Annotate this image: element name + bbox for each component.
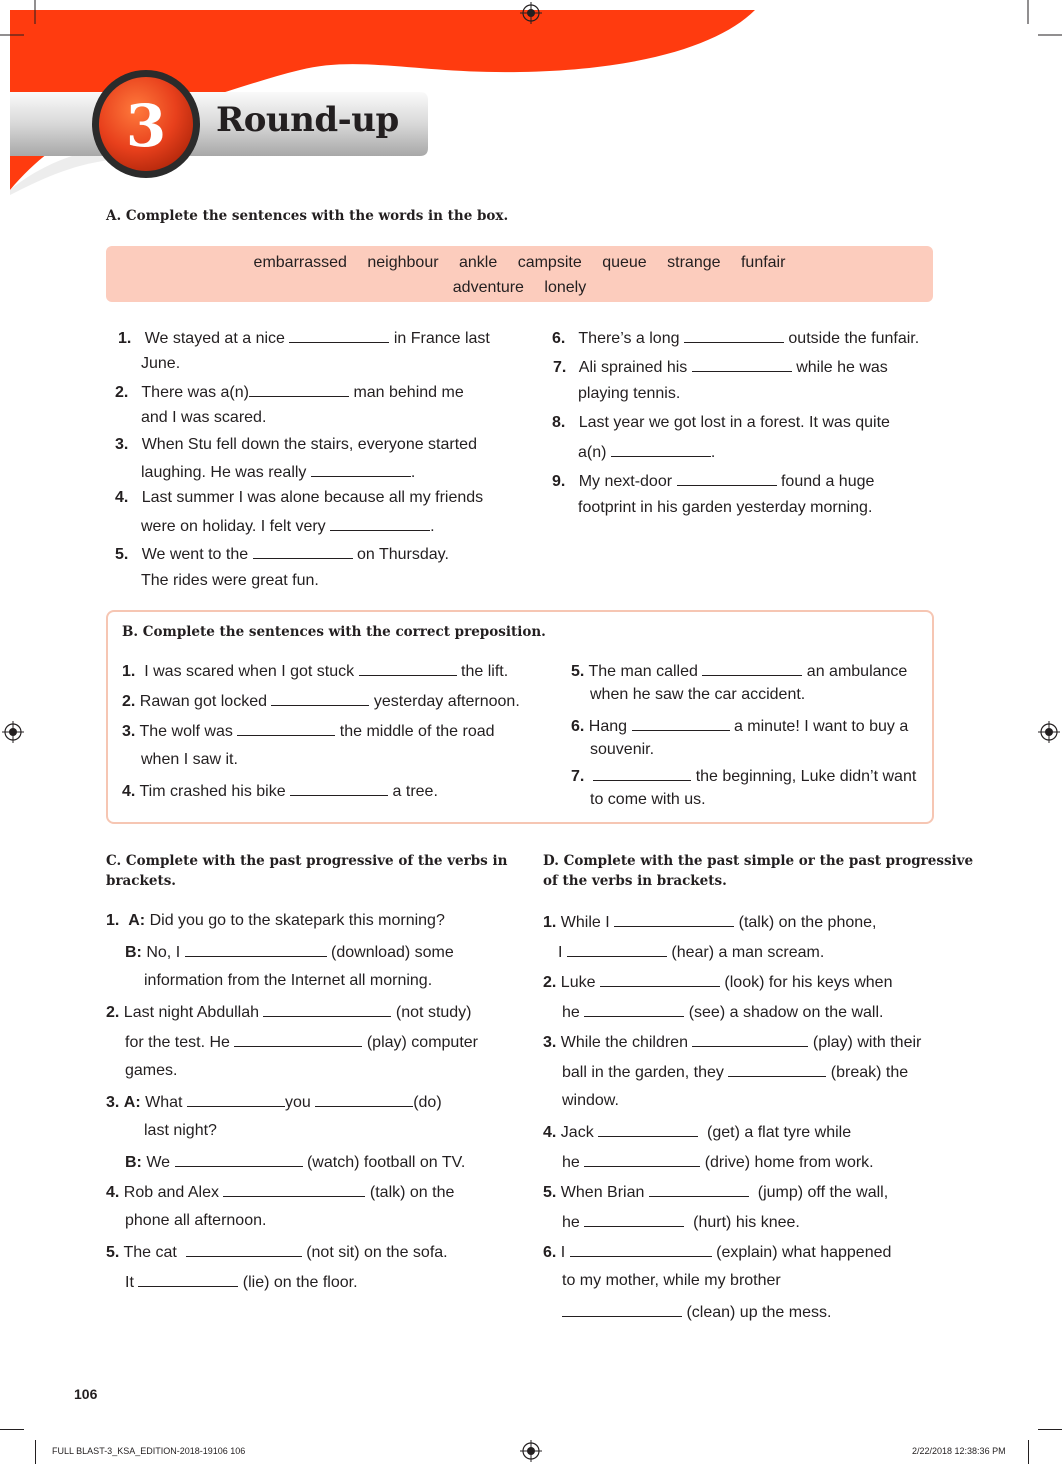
sentence-text: while he was — [796, 359, 888, 376]
sentence-text: found a huge — [780, 473, 875, 490]
exercise-d-5 — [543, 1182, 888, 1202]
page-number: 106 — [74, 1386, 98, 1402]
item-number: 2. — [106, 1004, 120, 1021]
exercise-b-3 — [122, 721, 495, 741]
answer-blank[interactable] — [702, 661, 802, 676]
sentence-text: in France last — [393, 330, 490, 347]
item-number: 5. — [106, 1244, 120, 1261]
exercise-c-4-cont: phone all afternoon. — [125, 1212, 267, 1229]
sentence-text: (play) computer — [366, 1034, 478, 1051]
answer-blank[interactable] — [600, 972, 720, 987]
item-number: 7. — [553, 359, 567, 376]
answer-blank[interactable] — [290, 781, 388, 796]
exercise-b-7-cont: to come with us. — [590, 791, 706, 808]
item-number: 2. — [115, 384, 129, 401]
crop-mark — [1038, 1429, 1062, 1430]
sentence-text: Ali sprained his — [578, 359, 688, 376]
registration-mark-icon — [520, 1440, 542, 1462]
exercise-c-5-cont — [125, 1272, 358, 1292]
sentence-text: (explain) what happened — [716, 1244, 892, 1261]
answer-blank[interactable] — [187, 1092, 285, 1107]
answer-blank[interactable] — [186, 1242, 302, 1257]
sentence-text: (drive) home from work. — [704, 1154, 874, 1171]
sentence-text: (clean) up the mess. — [686, 1304, 832, 1321]
sentence-text: We went to the — [141, 546, 249, 563]
sentence-text: The cat — [123, 1244, 177, 1261]
item-number: 4. — [115, 489, 129, 506]
item-number: 2. — [543, 974, 557, 991]
sentence-text: The wolf was — [139, 723, 233, 740]
exercise-a-1 — [118, 328, 490, 348]
item-number: 4. — [122, 783, 136, 800]
section-c-instruction: C. Complete with the past progressive of the verbs in — [106, 853, 508, 869]
crop-mark — [1028, 1440, 1029, 1464]
sentence-text: the lift. — [461, 663, 509, 680]
item-number: 2. — [122, 693, 136, 710]
exercise-c-3-cont: last night? — [144, 1122, 217, 1139]
exercise-c-1-reply — [125, 942, 454, 962]
sentence-text: (jump) off the wall, — [757, 1184, 889, 1201]
registration-mark-icon — [1038, 721, 1060, 743]
word-box-row-1 — [106, 254, 933, 272]
item-number: 6. — [552, 330, 566, 347]
answer-blank[interactable] — [584, 1152, 700, 1167]
sentence-text: Rawan got locked — [139, 693, 267, 710]
registration-mark-icon — [520, 2, 542, 24]
answer-blank[interactable] — [593, 766, 691, 781]
sentence-text: (not sit) on the sofa. — [306, 1244, 448, 1261]
exercise-d-4 — [543, 1122, 851, 1142]
word: strange — [667, 254, 721, 271]
item-number: 4. — [106, 1184, 120, 1201]
exercise-d-2-cont — [562, 1002, 883, 1022]
exercise-d-1 — [543, 912, 876, 932]
sentence-text: (do) — [413, 1094, 442, 1111]
sentence-text: We — [146, 1154, 171, 1171]
exercise-a-6 — [552, 328, 919, 348]
item-number: 3. — [115, 436, 129, 453]
sentence-text: (hear) a man scream. — [671, 944, 825, 961]
answer-blank[interactable] — [614, 912, 734, 927]
answer-blank[interactable] — [567, 942, 667, 957]
exercise-a-2-cont: and I was scared. — [141, 409, 267, 426]
speaker-label: A: — [123, 1094, 141, 1111]
item-number: 8. — [552, 414, 566, 431]
sentence-text: While the children — [560, 1034, 688, 1051]
sentence-text: . — [430, 518, 435, 535]
word: campsite — [517, 254, 582, 271]
answer-blank[interactable] — [584, 1212, 684, 1227]
item-number: 5. — [543, 1184, 557, 1201]
answer-blank[interactable] — [728, 1062, 826, 1077]
exercise-d-2 — [543, 972, 892, 992]
answer-blank[interactable] — [253, 544, 353, 559]
exercise-d-3-cont — [562, 1062, 908, 1082]
answer-blank[interactable] — [263, 1002, 391, 1017]
exercise-a-8 — [552, 414, 890, 432]
exercise-a-3-cont — [141, 462, 415, 482]
word: embarrassed — [253, 254, 347, 271]
sentence-text: (hurt) his knee. — [693, 1214, 800, 1231]
sentence-text: (watch) football on TV. — [306, 1154, 466, 1171]
exercise-d-5-cont — [562, 1212, 800, 1232]
sentence-text: . — [410, 464, 416, 481]
sentence-text: I — [558, 944, 563, 961]
sentence-text: (talk) on the phone, — [738, 914, 877, 931]
exercise-a-3 — [115, 436, 477, 454]
answer-blank[interactable] — [584, 1002, 684, 1017]
registration-mark-icon — [2, 721, 24, 743]
sentence-text: laughing. He was really — [141, 464, 307, 481]
item-number: 5. — [115, 546, 129, 563]
sentence-text: . — [710, 444, 716, 461]
answer-blank[interactable] — [649, 1182, 749, 1197]
section-d-instruction: D. Complete with the past simple or the past progressive — [543, 853, 974, 869]
exercise-d-4-cont — [562, 1152, 874, 1172]
item-number: 3. — [122, 723, 136, 740]
item-number: 1. — [118, 330, 132, 347]
crop-mark — [35, 1440, 36, 1464]
print-timestamp: 2/22/2018 12:38:36 PM — [912, 1446, 1006, 1456]
exercise-a-5-cont: The rides were great fun. — [141, 572, 319, 589]
sentence-text: Tim crashed his bike — [139, 783, 286, 800]
exercise-c-1-cont: information from the Internet all morning. — [144, 972, 433, 989]
sentence-text: (lie) on the floor. — [242, 1274, 358, 1291]
sentence-text: an ambulance — [806, 663, 908, 680]
sentence-text: (get) a flat tyre while — [707, 1124, 852, 1141]
sentence-text: Last year we got lost in a forest. It was quite — [578, 414, 890, 431]
exercise-a-7 — [553, 357, 888, 377]
exercise-b-6-cont: souvenir. — [590, 741, 655, 758]
answer-blank[interactable] — [359, 661, 457, 676]
sentence-text: the beginning, Luke didn’t want — [695, 768, 917, 785]
exercise-a-9-cont: footprint in his garden yesterday morning. — [578, 499, 873, 516]
sentence-text: the middle of the road — [339, 723, 495, 740]
answer-blank[interactable] — [611, 442, 711, 457]
exercise-c-1 — [106, 912, 445, 930]
speaker-label: A: — [128, 912, 146, 929]
answer-blank[interactable] — [249, 382, 349, 397]
answer-blank[interactable] — [237, 721, 335, 736]
answer-blank[interactable] — [330, 516, 430, 531]
sentence-text: he — [562, 1004, 580, 1021]
exercise-c-2-cont — [125, 1032, 478, 1052]
answer-blank[interactable] — [677, 471, 777, 486]
exercise-b-6 — [571, 716, 908, 736]
item-number: 1. — [543, 914, 557, 931]
exercise-b-3-cont: when I saw it. — [141, 751, 238, 768]
sentence-text: a tree. — [392, 783, 438, 800]
item-number: 5. — [571, 663, 585, 680]
sentence-text: (see) a shadow on the wall. — [688, 1004, 884, 1021]
sentence-text: (not study) — [395, 1004, 472, 1021]
item-number: 3. — [106, 1094, 120, 1111]
answer-blank[interactable] — [692, 357, 792, 372]
item-number: 4. — [543, 1124, 557, 1141]
sentence-text: (download) some — [331, 944, 454, 961]
sentence-text: There was a(n) — [141, 384, 249, 401]
sentence-text: outside the funfair. — [788, 330, 920, 347]
sentence-text: ball in the garden, they — [562, 1064, 724, 1081]
sentence-text: The man called — [588, 663, 698, 680]
sentence-text: a(n) — [578, 444, 607, 461]
exercise-a-1-cont: June. — [141, 355, 181, 372]
word: lonely — [544, 279, 587, 296]
answer-blank[interactable] — [315, 1092, 413, 1107]
answer-blank[interactable] — [185, 942, 327, 957]
unit-number: 3 — [125, 92, 167, 160]
answer-blank[interactable] — [598, 1122, 698, 1137]
exercise-c-3-reply — [125, 1152, 465, 1172]
sentence-text: It — [125, 1274, 134, 1291]
section-c-instruction-cont: brackets. — [106, 873, 176, 889]
speaker-label: B: — [125, 1154, 142, 1171]
section-d-instruction-cont: of the verbs in brackets. — [543, 873, 727, 889]
exercise-a-2 — [115, 382, 464, 402]
exercise-b-5 — [571, 661, 907, 681]
exercise-a-8-cont — [578, 442, 715, 462]
answer-blank[interactable] — [223, 1182, 365, 1197]
sentence-text: Rob and Alex — [123, 1184, 219, 1201]
word: adventure — [452, 279, 524, 296]
item-number: 6. — [571, 718, 585, 735]
exercise-d-6 — [543, 1242, 891, 1262]
exercise-b-7 — [571, 766, 916, 786]
exercise-d-1-cont — [558, 942, 824, 962]
exercise-a-4-cont — [141, 516, 435, 536]
exercise-c-2-end: games. — [125, 1062, 178, 1079]
crop-mark — [0, 1429, 24, 1430]
word: queue — [602, 254, 647, 271]
sentence-text: for the test. He — [125, 1034, 230, 1051]
exercise-b-5-cont: when he saw the car accident. — [590, 686, 806, 703]
sentence-text: While I — [560, 914, 610, 931]
sentence-text: I — [560, 1244, 566, 1261]
exercise-d-6-end — [562, 1302, 831, 1322]
item-number: 1. — [106, 912, 120, 929]
answer-blank[interactable] — [632, 716, 730, 731]
sentence-text: (talk) on the — [369, 1184, 455, 1201]
exercise-b-2 — [122, 691, 520, 711]
exercise-b-4 — [122, 781, 438, 801]
sentence-text: he — [562, 1154, 580, 1171]
exercise-d-3-end: window. — [562, 1092, 619, 1109]
exercise-a-7-cont: playing tennis. — [578, 385, 681, 402]
sentence-text: (look) for his keys when — [724, 974, 893, 991]
sentence-text: When Brian — [560, 1184, 645, 1201]
sentence-text: on Thursday. — [357, 546, 449, 563]
item-number: 1. — [122, 663, 136, 680]
sentence-text: Last night Abdullah — [123, 1004, 260, 1021]
sentence-text: What — [145, 1094, 183, 1111]
word: funfair — [740, 254, 786, 271]
exercise-c-2 — [106, 1002, 472, 1022]
sentence-text: were on holiday. I felt very — [141, 518, 326, 535]
word-box — [106, 246, 933, 302]
answer-blank[interactable] — [692, 1032, 808, 1047]
exercise-a-4 — [115, 489, 483, 507]
sentence-text: Luke — [560, 974, 596, 991]
sentence-text: I was scared when I got stuck — [144, 663, 355, 680]
word: ankle — [459, 254, 498, 271]
item-number: 7. — [571, 768, 585, 785]
answer-blank[interactable] — [175, 1152, 303, 1167]
exercise-d-3 — [543, 1032, 921, 1052]
answer-blank[interactable] — [271, 691, 369, 706]
exercise-a-9 — [552, 471, 874, 491]
sentence-text: Jack — [560, 1124, 594, 1141]
answer-blank[interactable] — [289, 328, 389, 343]
page-title: Round-up — [216, 100, 399, 140]
item-number: 9. — [552, 473, 566, 490]
sentence-text: No, I — [146, 944, 181, 961]
answer-blank[interactable] — [684, 328, 784, 343]
sentence-text: you — [284, 1094, 311, 1111]
sentence-text: My next-door — [578, 473, 673, 490]
answer-blank[interactable] — [234, 1032, 362, 1047]
sentence-text: a minute! I want to buy a — [733, 718, 909, 735]
sentence-text: he — [562, 1214, 580, 1231]
item-number: 6. — [543, 1244, 557, 1261]
answer-blank[interactable] — [570, 1242, 712, 1257]
item-number: 3. — [543, 1034, 557, 1051]
exercise-d-6-cont: to my mother, while my brother — [562, 1272, 781, 1289]
word-box-row-2 — [106, 279, 933, 297]
speaker-label: B: — [125, 944, 142, 961]
exercise-a-5 — [115, 544, 449, 564]
sentence-text: (break) the — [830, 1064, 909, 1081]
exercise-c-3 — [106, 1092, 442, 1112]
sentence-text: Hang — [588, 718, 628, 735]
exercise-b-1 — [122, 661, 508, 681]
sentence-text: (play) with their — [812, 1034, 922, 1051]
sentence-text: man behind me — [353, 384, 464, 401]
sentence-text: Did you go to the skatepark this morning? — [149, 912, 445, 929]
print-file-info: FULL BLAST-3_KSA_EDITION-2018-19106 106 — [52, 1446, 246, 1456]
section-b-instruction: B. Complete the sentences with the correct preposition. — [122, 624, 546, 640]
sentence-text: yesterday afternoon. — [373, 693, 520, 710]
answer-blank[interactable] — [311, 462, 411, 477]
exercise-c-4 — [106, 1182, 454, 1202]
section-a-instruction: A. Complete the sentences with the words in the box. — [106, 208, 509, 224]
word: neighbour — [367, 254, 439, 271]
sentence-text: When Stu fell down the stairs, everyone started — [141, 436, 477, 453]
sentence-text: We stayed at a nice — [144, 330, 285, 347]
exercise-c-5 — [106, 1242, 448, 1262]
answer-blank[interactable] — [562, 1302, 682, 1317]
answer-blank[interactable] — [138, 1272, 238, 1287]
sentence-text: There’s a long — [578, 330, 680, 347]
sentence-text: Last summer I was alone because all my friends — [141, 489, 484, 506]
